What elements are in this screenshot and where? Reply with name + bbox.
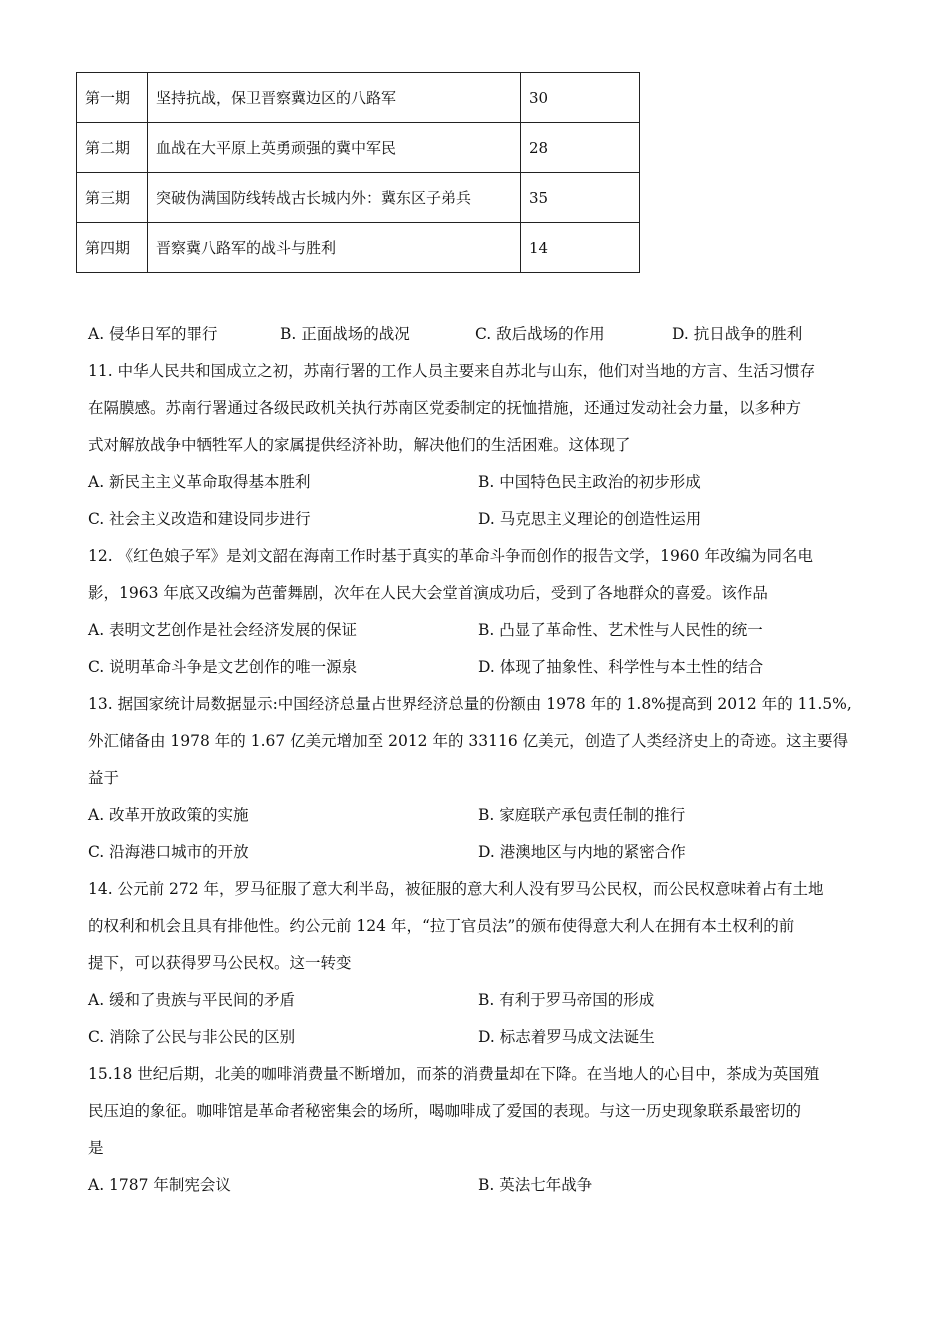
option-d: D. 马克思主义理论的创造性运用 xyxy=(478,510,702,528)
option-a: A. 改革开放政策的实施 xyxy=(88,806,249,824)
option-a: A. 新民主主义革命取得基本胜利 xyxy=(88,473,311,491)
option-a: A. 1787 年制宪会议 xyxy=(88,1176,231,1194)
question-line: 民压迫的象征。咖啡馆是革命者秘密集会的场所，喝咖啡成了爱国的表现。与这一历史现象联系最密切的 xyxy=(88,1102,802,1120)
table-row xyxy=(77,173,640,223)
title-cell: 坚持抗战，保卫晋察冀边区的八路军 xyxy=(148,73,521,123)
count-cell: 35 xyxy=(521,173,640,223)
question-line: 13. 据国家统计局数据显示:中国经济总量占世界经济总量的份额由 1978 年的 1.8%提高到 2012 年的 11.5%, xyxy=(88,695,852,713)
options-row xyxy=(88,612,868,649)
option-c: C. 消除了公民与非公民的区别 xyxy=(88,1028,296,1046)
option-b: B. 英法七年战争 xyxy=(478,1176,593,1194)
question-line: 是 xyxy=(88,1139,104,1157)
options-row xyxy=(88,1019,868,1056)
count-cell: 28 xyxy=(521,123,640,173)
table-row xyxy=(77,123,640,173)
title-cell: 突破伪满国防线转战古长城内外：冀东区子弟兵 xyxy=(148,173,521,223)
question-line: 影，1963 年底又改编为芭蕾舞剧，次年在人民大会堂首演成功后，受到了各地群众的喜爱。该作品 xyxy=(88,584,768,602)
question-line: 12. 《红色娘子军》是刘文韶在海南工作时基于真实的革命斗争而创作的报告文学，1960 年改编为同名电 xyxy=(88,547,813,565)
option-d: D. 港澳地区与内地的紧密合作 xyxy=(478,843,686,861)
title-cell: 血战在大平原上英勇顽强的冀中军民 xyxy=(148,123,521,173)
option-b: B. 凸显了革命性、艺术性与人民性的统一 xyxy=(478,621,763,639)
question-14 xyxy=(88,871,868,1056)
option-c: C. 敌后战场的作用 xyxy=(475,325,605,343)
question-line: 式对解放战争中牺牲军人的家属提供经济补助，解决他们的生活困难。这体现了 xyxy=(88,436,631,454)
table-row xyxy=(77,223,640,273)
options-row xyxy=(88,797,868,834)
options-row xyxy=(88,501,868,538)
question-15 xyxy=(88,1056,868,1204)
question-line: 15.18 世纪后期，北美的咖啡消费量不断增加，而茶的消费量却在下降。在当地人的心目中，茶成为英国殖 xyxy=(88,1065,820,1083)
option-c: C. 沿海港口城市的开放 xyxy=(88,843,249,861)
question-line: 在隔膜感。苏南行署通过各级民政机关执行苏南区党委制定的抚恤措施，还通过发动社会力量，以多种方 xyxy=(88,399,802,417)
question-line: 14. 公元前 272 年，罗马征服了意大利半岛，被征服的意大利人没有罗马公民权，而公民权意味着占有土地 xyxy=(88,880,824,898)
count-cell: 30 xyxy=(521,73,640,123)
issue-cell: 第一期 xyxy=(77,73,148,123)
option-c: C. 社会主义改造和建设同步进行 xyxy=(88,510,311,528)
issue-cell: 第三期 xyxy=(77,173,148,223)
options-row xyxy=(88,464,868,501)
option-b: B. 有利于罗马帝国的形成 xyxy=(478,991,655,1009)
count-cell: 14 xyxy=(521,223,640,273)
option-a: A. 缓和了贵族与平民间的矛盾 xyxy=(88,991,296,1009)
question-13 xyxy=(88,686,868,871)
question-line: 益于 xyxy=(88,769,120,787)
question-line: 的权利和机会且具有排他性。约公元前 124 年，“拉丁官员法”的颁布使得意大利人在拥有本土权利的前 xyxy=(88,917,795,935)
q10-options xyxy=(88,316,868,353)
question-11 xyxy=(88,353,868,538)
title-cell: 晋察冀八路军的战斗与胜利 xyxy=(148,223,521,273)
question-line: 提下，可以获得罗马公民权。这一转变 xyxy=(88,954,352,972)
option-a: A. 表明文艺创作是社会经济发展的保证 xyxy=(88,621,358,639)
table-row xyxy=(77,73,640,123)
option-d: D. 体现了抽象性、科学性与本土性的结合 xyxy=(478,658,764,676)
options-row xyxy=(88,982,868,1019)
option-c: C. 说明革命斗争是文艺创作的唯一源泉 xyxy=(88,658,358,676)
options-row xyxy=(88,1167,868,1204)
question-12 xyxy=(88,538,868,686)
issue-cell: 第二期 xyxy=(77,123,148,173)
options-row xyxy=(88,649,868,686)
option-d: D. 标志着罗马成文法诞生 xyxy=(478,1028,655,1046)
options-row xyxy=(88,834,868,871)
option-b: B. 正面战场的战况 xyxy=(280,325,410,343)
option-a: A. 侵华日军的罪行 xyxy=(88,325,218,343)
option-b: B. 中国特色民主政治的初步形成 xyxy=(478,473,701,491)
issues-table xyxy=(76,72,640,273)
issue-cell: 第四期 xyxy=(77,223,148,273)
question-line: 外汇储备由 1978 年的 1.67 亿美元增加至 2012 年的 33116 亿美元，创造了人类经济史上的奇迹。这主要得 xyxy=(88,732,849,750)
question-line: 11. 中华人民共和国成立之初，苏南行署的工作人员主要来自苏北与山东，他们对当地的方言、生活习惯存 xyxy=(88,362,816,380)
option-b: B. 家庭联产承包责任制的推行 xyxy=(478,806,686,824)
questions xyxy=(88,316,868,1204)
option-d: D. 抗日战争的胜利 xyxy=(672,325,803,343)
